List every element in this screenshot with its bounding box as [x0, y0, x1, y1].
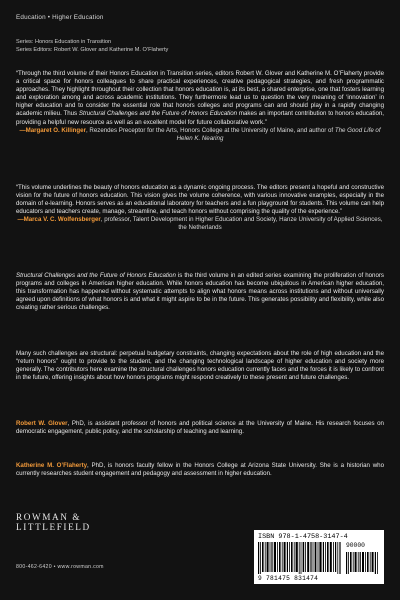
publisher-contact: 800-462-6420 • www.rowman.com	[16, 564, 104, 570]
description-paragraph-2	[16, 350, 384, 382]
quote1-attr-role: , Rezendes Preceptor for the Arts, Honors College at the University of Maine, and author of	[85, 126, 335, 134]
barcode-number: 9 781475 831474	[258, 575, 319, 582]
desc1-text: is the third volume in an edited series examining the proliferation of honors programs and colleges in American higher education. While honors education has become ubiquitous in American higher education, this transformation has happened without systematic attempts to align what honors means across institutions and without universally agreed upon definitions of what honors is and what it might aspire to be in the future. This generates possibility and flexibility, while also creating rather serious challenges.	[16, 272, 385, 312]
endorsement-quote-2	[16, 184, 384, 233]
quote2-attr-name: —Marca V. C. Wolfensberger	[17, 216, 101, 224]
editor-bio-1	[16, 420, 384, 436]
description-paragraph-1	[16, 272, 384, 312]
quote1-attribution	[16, 127, 384, 143]
quote1-attr-name: —Margaret O. Killinger	[19, 126, 86, 134]
isbn-barcode-box	[254, 530, 384, 584]
bio2-text: , PhD, is honors faculty fellow in the Honors College at Arizona State University. She is a historian who currently researches student engagement and pedagogy and assessment in higher education.	[16, 462, 384, 478]
quote1-attr-book: The Good Life of Helen K. Nearing	[176, 126, 381, 142]
endorsement-quote-1	[16, 70, 384, 143]
series-info	[16, 38, 168, 54]
publisher-logo-line-2: LITTLEFIELD	[16, 522, 91, 532]
quote2-attribution	[16, 216, 384, 232]
series-editors: Series Editors: Robert W. Glover and Katherine M. O’Flaherty	[16, 47, 169, 54]
desc2-text: Many such challenges are structural: perpetual budgetary constraints, changing expectations about the role of high education and the “return honors” ought to provide to the student, and the changing technological landscape of higher education and society more generally. The contributors here examine the structural challenges honors education currently faces and the forces it is likely to confront in the future, offering insights about how honors programs might respond creatively to these present and future challenges.	[16, 350, 384, 382]
bio2-name: Katherine M. O’Flaherty	[16, 462, 88, 469]
bio1-text: , PhD, is assistant professor of honors and political science at the University of Maine. His research focuses on democratic engagement, public policy, and the scholarship of teaching and learning.	[16, 420, 384, 436]
price-code: 90000	[346, 542, 365, 549]
quote2-text: “This volume underlines the beauty of honors education as a dynamic ongoing process. The editors present a hopeful and constructive vision for the future of honors education. This vision gives the volume coherence, with various innovative examples, especially in the domain of e-learning. Honors serves as an educational laboratory for teachers and a fun playground for students. This volume can help educators and teachers create, manage, streamline, and teach honors without comprising the quality of the experience.”	[16, 184, 384, 216]
bio1-name: Robert W. Glover	[16, 420, 68, 427]
quote1-book-title: Structural Challenges and the Future of Honors Education	[78, 110, 238, 118]
desc1-book-title: Structural Challenges and the Future of Honors Education	[16, 272, 176, 279]
publisher-logo	[16, 512, 136, 532]
quote2-attr-role: , professor, Talent Development in Higher Education and Society, Hanze University of Applied Sciences, the Netherlands	[100, 216, 383, 232]
editor-bio-2	[16, 462, 384, 478]
isbn-text: ISBN 978-1-4758-3147-4	[258, 533, 348, 541]
quote1-text-b: makes an important contribution to honors education, providing a helpful new resource as well as an excellent model for future collaborative work.”	[16, 110, 384, 126]
series-title: Series: Honors Education in Transition	[16, 39, 112, 45]
category-label: Education • Higher Education	[16, 14, 104, 21]
publisher-logo-line-1: ROWMAN &	[16, 512, 82, 522]
quote1-text-a: “Through the third volume of their Honors Education in Transition series, editors Robert W. Glover and Katherine M. O’Flaherty provide a critical space for honors colleagues to share practical experiences, creative pedagogical strategies, and fresh programmatic approaches. They highlight throughout their collection that honors education is, at its best, a shared enterprise, one that fosters learning and exploration among and across academic institutions. They furthermore lead us to question the very meaning of ‘innovation’ in higher education and to consider the essential role that honors colleges and programs can and should play in a rapidly changing academic milieu. Thus	[16, 70, 384, 118]
